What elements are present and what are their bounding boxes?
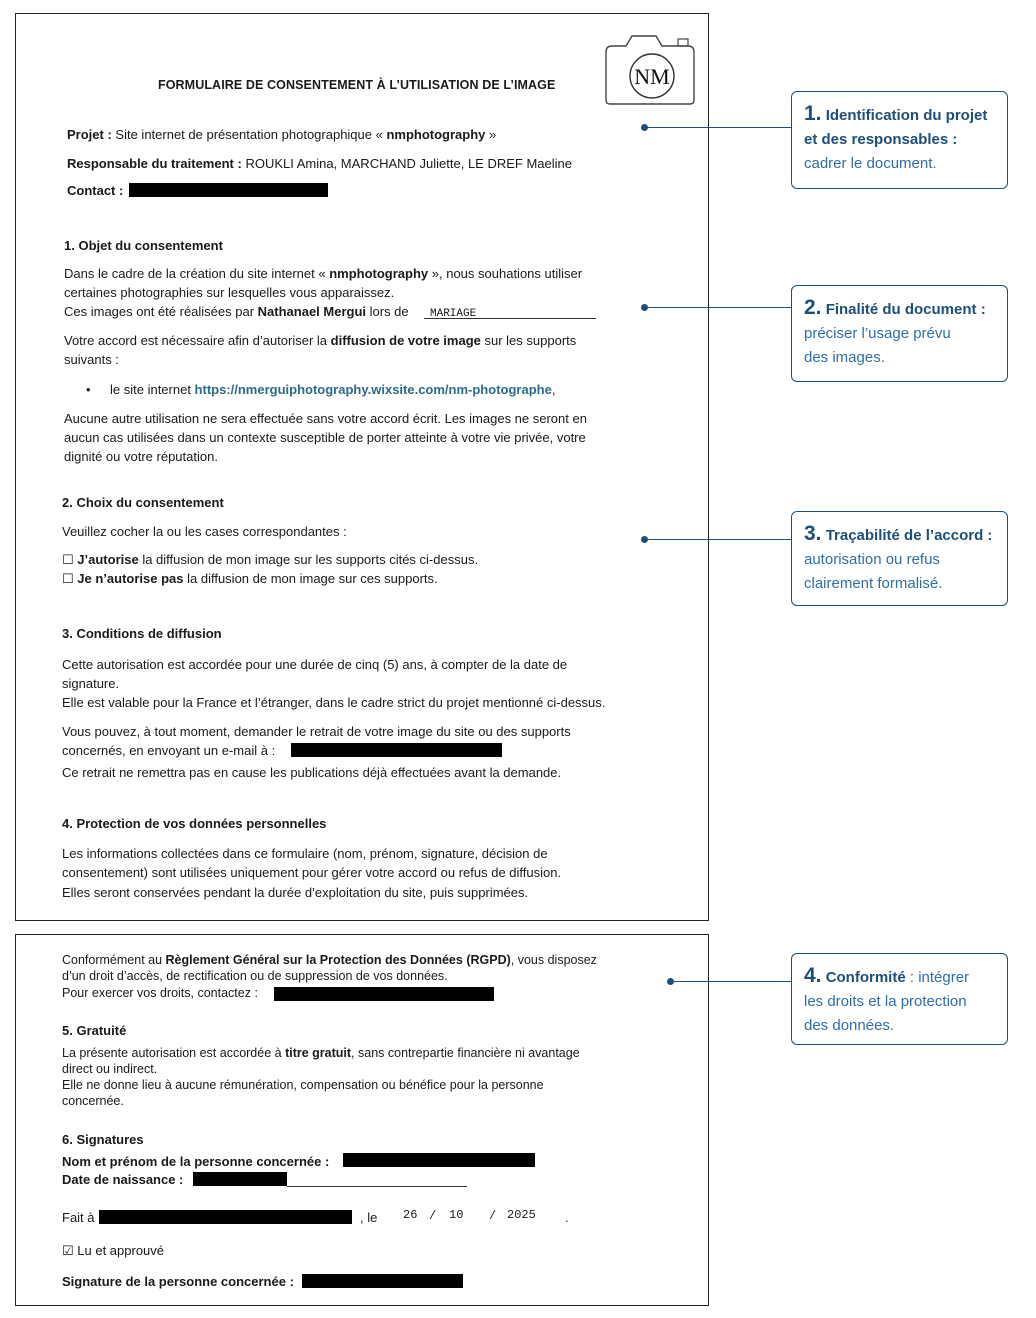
checkbox-checked-icon[interactable]: ☑ [62, 1243, 74, 1258]
date-end-dot: . [565, 1210, 569, 1225]
callout-4-body: les droits et la protection [804, 993, 967, 1010]
callout-4 [791, 953, 1008, 1045]
callout-1-number: 1. [804, 102, 822, 125]
callout-2-head: Finalité du document : [825, 301, 986, 318]
callout-2 [791, 285, 1008, 382]
s1-line-8: dignité ou votre réputation. [64, 449, 218, 464]
date-year: 2025 [507, 1208, 536, 1222]
connector-line-2 [645, 307, 792, 308]
projet-text: Site internet de présentation photographique « [115, 127, 387, 142]
s3-line-2: signature. [62, 676, 120, 691]
document-page-2 [15, 934, 709, 1306]
section-1-title: 1. Objet du consentement [64, 238, 223, 253]
responsable-text: ROUKLI Amina, MARCHAND Juliette, LE DREF Maeline [245, 156, 572, 171]
url-bullet: le site internet https://nmerguiphotography.wixsite.com/nm-photographe, [110, 382, 556, 397]
rgpd-line-2: d’un droit d’accès, de rectification ou de suppression de vos données. [62, 969, 448, 983]
fait-label: Fait à [62, 1210, 95, 1225]
name-label: Nom et prénom de la personne concernée : [62, 1154, 330, 1169]
dob-redaction [193, 1172, 287, 1186]
connector-line-1 [645, 127, 792, 128]
section-6-title: 6. Signatures [62, 1132, 144, 1147]
lu-approuve[interactable]: ☑ Lu et approuvé [62, 1243, 165, 1258]
event-underline [424, 318, 596, 319]
camera-logo-icon [600, 24, 700, 108]
callout-1-head: Identification du projet [825, 107, 988, 124]
callout-3-number: 3. [804, 522, 822, 545]
option-authorize[interactable]: ☐ J’autorise la diffusion de mon image sur les supports cités ci-dessus. [62, 552, 479, 567]
s1-line-3: Ces images ont été réalisées par Nathanael Mergui lors de [64, 304, 409, 319]
date-slash-2: / [489, 1209, 497, 1223]
callout-3 [791, 511, 1008, 606]
connector-line-3 [645, 539, 792, 540]
callout-4-head-2: : intégrer [905, 969, 970, 986]
callout-2-body-2: des images. [804, 349, 885, 366]
callout-4-number: 4. [804, 964, 822, 987]
bullet-dot: • [86, 382, 91, 397]
dob-underline [287, 1186, 467, 1187]
callout-2-number: 2. [804, 296, 822, 319]
document-page-1 [15, 13, 709, 921]
date-slash-1: / [429, 1209, 437, 1223]
rights-contact-redaction [274, 987, 494, 1001]
callout-4-head: Conformité [825, 969, 906, 986]
gratuite-line-4: concernée. [62, 1094, 124, 1108]
s1-line-1: Dans le cadre de la création du site internet « nmphotography », nous souhations utiliser [64, 266, 583, 281]
projet-label: Projet : [67, 127, 112, 142]
connector-line-4 [671, 981, 792, 982]
responsable-line [67, 154, 572, 173]
rgpd-line-3: Pour exercer vos droits, contactez : [62, 986, 258, 1000]
s4-line-3: Elles seront conservées pendant la durée d’exploitation du site, puis supprimées. [62, 885, 529, 900]
contact-label: Contact : [67, 183, 124, 198]
event-field: MARIAGE [430, 308, 477, 320]
callout-4-body-2: des données. [804, 1017, 895, 1034]
date-day: 26 [403, 1208, 418, 1222]
s1-line-7: aucun cas utilisées dans un contexte susceptible de porter atteinte à votre vie privée, votre [64, 430, 586, 445]
section-5-title: 5. Gratuité [62, 1023, 127, 1038]
s1-line-5: suivants : [64, 352, 119, 367]
contact-redaction [129, 183, 328, 197]
projet-line [67, 125, 496, 144]
callout-3-head: Traçabilité de l’accord : [825, 527, 993, 544]
callout-1-head-2: et des responsables : [804, 131, 958, 148]
signature-label: Signature de la personne concernée : [62, 1274, 294, 1289]
projet-name: nmphotography [386, 127, 486, 142]
gratuite-line-1: La présente autorisation est accordée à titre gratuit, sans contrepartie financière ni avantage [62, 1046, 580, 1060]
responsable-label: Responsable du traitement : [67, 156, 242, 171]
s3-line-1: Cette autorisation est accordée pour une durée de cinq (5) ans, à compter de la date de [62, 657, 568, 672]
gratuite-line-2: direct ou indirect. [62, 1062, 158, 1076]
s3-line-4: Vous pouvez, à tout moment, demander le retrait de votre image du site ou des supports [62, 724, 571, 739]
rgpd-line-1: Conformément au Règlement Général sur la Protection des Données (RGPD), vous disposez [62, 953, 597, 967]
option-refuse[interactable]: ☐ Je n’autorise pas la diffusion de mon image sur ces supports. [62, 571, 438, 586]
s1-line-4: Votre accord est nécessaire afin d’autoriser la diffusion de votre image sur les supports [64, 333, 577, 348]
section-3-title: 3. Conditions de diffusion [62, 626, 222, 641]
s3-line-3: Elle est valable pour la France et l’étranger, dans le cadre strict du projet mentionné ci-dessus. [62, 695, 606, 710]
dob-label: Date de naissance : [62, 1172, 184, 1187]
s2-intro: Veuillez cocher la ou les cases correspondantes : [62, 524, 347, 539]
s3-line-5: concernés, en envoyant un e-mail à : [62, 743, 276, 758]
gratuite-line-3: Elle ne donne lieu à aucune rémunération, compensation ou bénéfice pour la personne [62, 1078, 544, 1092]
callout-2-body: préciser l’usage prévu [804, 325, 951, 342]
s4-line-2: consentement) sont utilisées uniquement pour gérer votre accord ou refus de diffusion. [62, 865, 562, 880]
s3-line-6: Ce retrait ne remettra pas en cause les publications déjà effectuées avant la demande. [62, 765, 562, 780]
s1-line-6: Aucune autre utilisation ne sera effectuée sans votre accord écrit. Les images ne seront en [64, 411, 587, 426]
section-4-title: 4. Protection de vos données personnelles [62, 816, 327, 831]
logo-initials: NM [634, 64, 670, 89]
place-redaction [99, 1210, 352, 1224]
s4-line-1: Les informations collectées dans ce formulaire (nom, prénom, signature, décision de [62, 846, 548, 861]
document-title: FORMULAIRE DE CONSENTEMENT À L’UTILISATION DE L’IMAGE [158, 78, 556, 92]
checkbox-empty-icon[interactable]: ☐ [62, 552, 74, 567]
projet-close: » [485, 127, 497, 142]
signature-redaction [302, 1274, 463, 1288]
le-label: , le [360, 1210, 378, 1225]
callout-3-body-2: clairement formalisé. [804, 575, 943, 592]
checkbox-empty-icon[interactable]: ☐ [62, 571, 74, 586]
name-redaction [343, 1153, 535, 1167]
callout-1-body: cadrer le document. [804, 155, 937, 172]
callout-1 [791, 91, 1008, 189]
site-url-link[interactable]: https://nmerguiphotography.wixsite.com/nm-photographe [194, 382, 552, 397]
s1-line-2: certaines photographies sur lesquelles vous apparaissez. [64, 285, 395, 300]
callout-3-body: autorisation ou refus [804, 551, 940, 568]
date-month: 10 [449, 1208, 464, 1222]
section-2-title: 2. Choix du consentement [62, 495, 224, 510]
email-redaction [291, 743, 502, 757]
